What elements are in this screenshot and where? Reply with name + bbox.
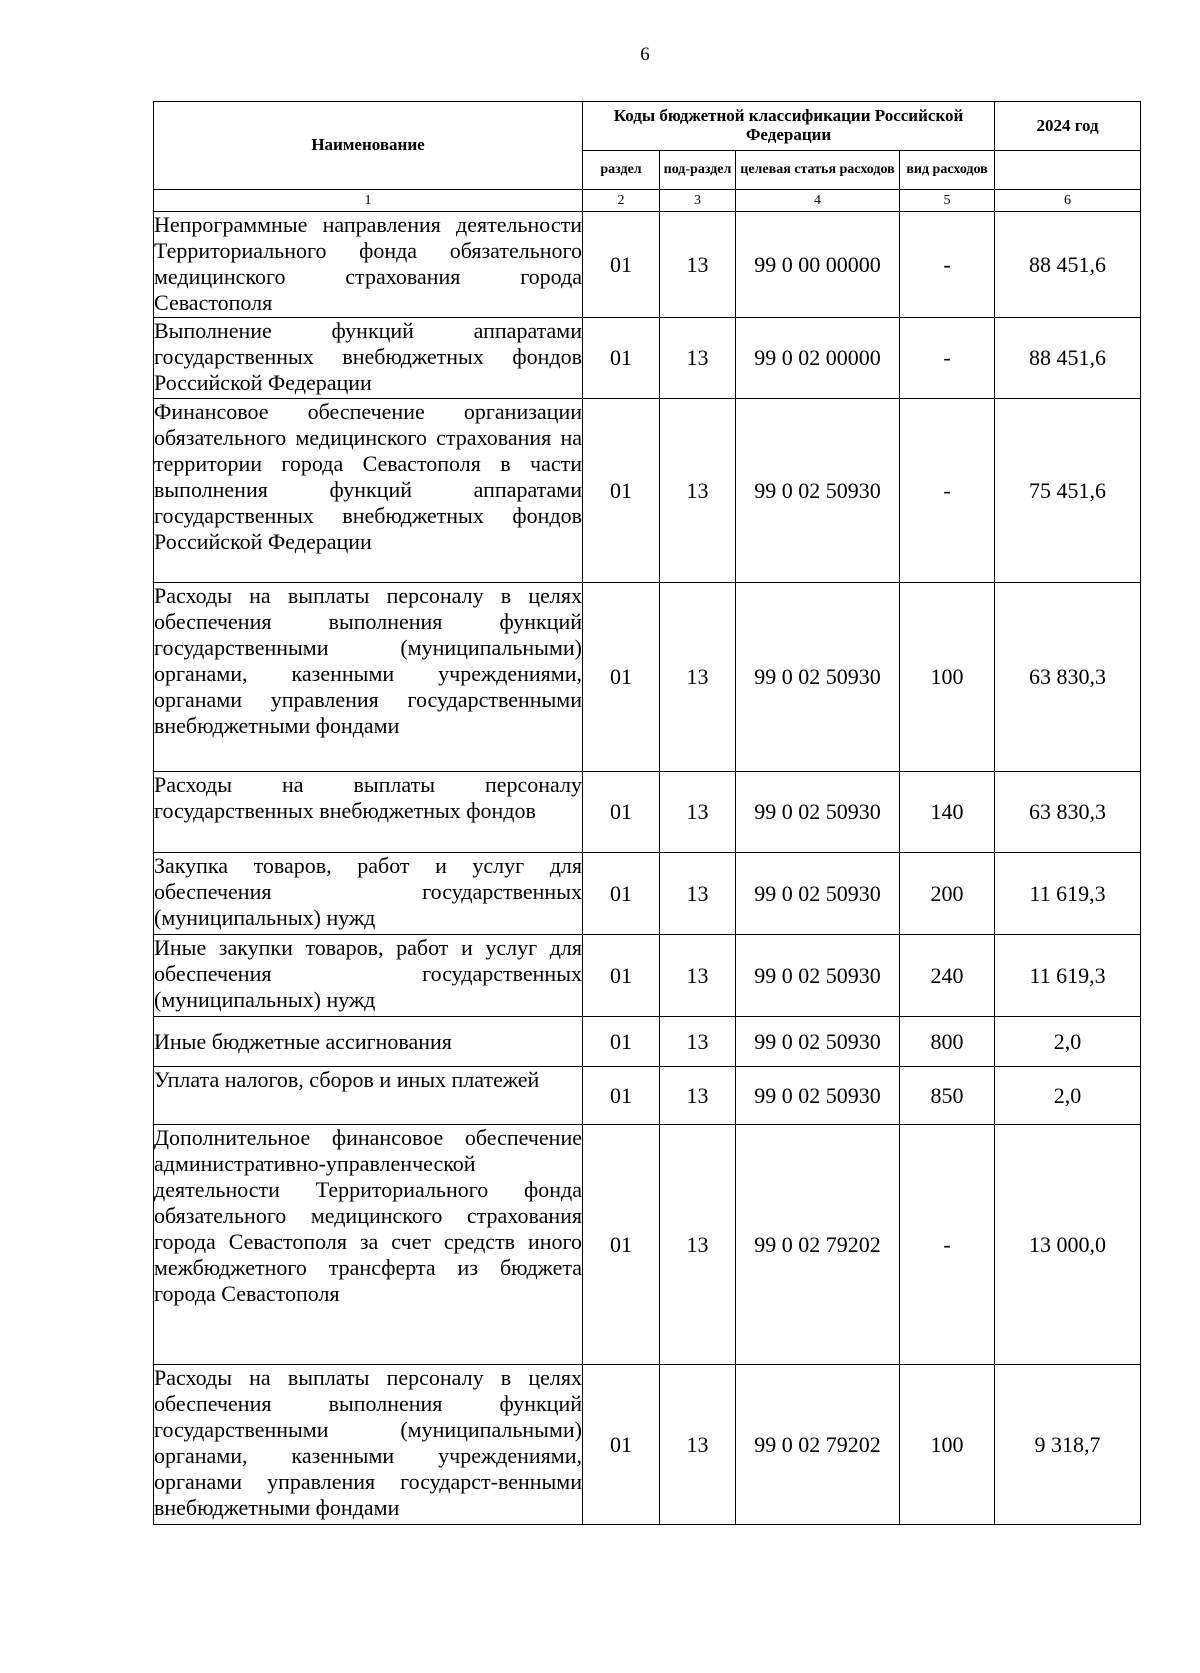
table-row	[154, 1125, 1141, 1365]
row-section: 01	[583, 318, 660, 399]
header-expense-type: вид расходов	[900, 151, 995, 190]
row-expense-type: 100	[900, 1365, 995, 1525]
row-amount: 9 318,7	[995, 1365, 1141, 1525]
header-section: раздел	[583, 151, 660, 190]
row-target-item: 99 0 02 00000	[736, 318, 900, 399]
row-target-item: 99 0 02 50930	[736, 853, 900, 935]
row-expense-type: 100	[900, 583, 995, 772]
header-target-item: целевая статья расходов	[736, 151, 900, 190]
row-section: 01	[583, 1365, 660, 1525]
row-name: Закупка товаров, работ и услуг для обеспечения государственных (муниципальных) нужд	[154, 853, 583, 935]
header-name: Наименование	[154, 102, 583, 190]
column-number: 5	[900, 190, 995, 212]
row-name: Финансовое обеспечение организации обязательного медицинского страхования на территории города Севастополя в части выполнения функций аппаратами государственных внебюджетных фондов Российской Федерации	[154, 399, 583, 583]
header-subsection: под-раздел	[660, 151, 736, 190]
row-expense-type: -	[900, 399, 995, 583]
row-amount: 63 830,3	[995, 772, 1141, 853]
row-amount: 63 830,3	[995, 583, 1141, 772]
row-target-item: 99 0 02 50930	[736, 399, 900, 583]
column-number: 2	[583, 190, 660, 212]
row-amount: 2,0	[995, 1067, 1141, 1125]
row-target-item: 99 0 02 79202	[736, 1125, 900, 1365]
row-amount: 88 451,6	[995, 318, 1141, 399]
row-subsection: 13	[660, 212, 736, 318]
row-subsection: 13	[660, 1067, 736, 1125]
row-expense-type: 850	[900, 1067, 995, 1125]
row-subsection: 13	[660, 399, 736, 583]
row-target-item: 99 0 02 50930	[736, 772, 900, 853]
column-number-row	[154, 190, 1141, 212]
row-name: Расходы на выплаты персоналу в целях обеспечения выполнения функций государственными (муниципальными) органами, казенными учреждениями, органами управления государст-венными внебюджетными фондами	[154, 1365, 583, 1525]
table-row	[154, 853, 1141, 935]
row-expense-type: -	[900, 212, 995, 318]
table-row	[154, 935, 1141, 1017]
row-amount: 13 000,0	[995, 1125, 1141, 1365]
table-row	[154, 772, 1141, 853]
table-row	[154, 1365, 1141, 1525]
row-name: Иные закупки товаров, работ и услуг для обеспечения государственных (муниципальных) нужд	[154, 935, 583, 1017]
column-number: 4	[736, 190, 900, 212]
page-number: 6	[640, 44, 650, 65]
row-subsection: 13	[660, 1017, 736, 1067]
row-name: Непрограммные направления деятельности Территориального фонда обязательного медицинского страхования города Севастополя	[154, 212, 583, 318]
row-expense-type: 240	[900, 935, 995, 1017]
row-name: Иные бюджетные ассигнования	[154, 1017, 583, 1067]
row-section: 01	[583, 1017, 660, 1067]
table-row	[154, 212, 1141, 318]
table-row	[154, 318, 1141, 399]
header-year-empty	[995, 151, 1141, 190]
row-section: 01	[583, 583, 660, 772]
row-expense-type: -	[900, 318, 995, 399]
row-name: Выполнение функций аппаратами государственных внебюджетных фондов Российской Федерации	[154, 318, 583, 399]
row-subsection: 13	[660, 1365, 736, 1525]
table-row	[154, 1017, 1141, 1067]
table-row	[154, 399, 1141, 583]
row-amount: 2,0	[995, 1017, 1141, 1067]
row-amount: 11 619,3	[995, 935, 1141, 1017]
row-expense-type: 200	[900, 853, 995, 935]
column-number: 6	[995, 190, 1141, 212]
row-section: 01	[583, 1125, 660, 1365]
row-section: 01	[583, 399, 660, 583]
row-name: Расходы на выплаты персоналу в целях обеспечения выполнения функций государственными (муниципальными) органами, казенными учреждениями, органами управления государственными внебюджетными фондами	[154, 583, 583, 772]
row-target-item: 99 0 02 79202	[736, 1365, 900, 1525]
row-expense-type: 800	[900, 1017, 995, 1067]
row-name: Дополнительное финансовое обеспечение административно-управленческой деятельности Территориального фонда обязательного медицинского страхования города Севастополя за счет средств иного межбюджетного трансферта из бюджета города Севастополя	[154, 1125, 583, 1365]
row-section: 01	[583, 212, 660, 318]
row-expense-type: -	[900, 1125, 995, 1365]
row-section: 01	[583, 772, 660, 853]
row-subsection: 13	[660, 853, 736, 935]
row-target-item: 99 0 02 50930	[736, 1067, 900, 1125]
row-amount: 88 451,6	[995, 212, 1141, 318]
row-subsection: 13	[660, 772, 736, 853]
budget-classification-table	[153, 101, 1141, 1525]
header-codes-group: Коды бюджетной классификации Российской Федерации	[583, 102, 995, 151]
header-year: 2024 год	[995, 102, 1141, 151]
row-target-item: 99 0 02 50930	[736, 1017, 900, 1067]
column-number: 3	[660, 190, 736, 212]
table-row	[154, 583, 1141, 772]
row-expense-type: 140	[900, 772, 995, 853]
row-amount: 11 619,3	[995, 853, 1141, 935]
row-target-item: 99 0 02 50930	[736, 935, 900, 1017]
row-subsection: 13	[660, 318, 736, 399]
row-section: 01	[583, 853, 660, 935]
row-target-item: 99 0 00 00000	[736, 212, 900, 318]
row-section: 01	[583, 935, 660, 1017]
row-subsection: 13	[660, 1125, 736, 1365]
table-row	[154, 1067, 1141, 1125]
row-subsection: 13	[660, 935, 736, 1017]
row-section: 01	[583, 1067, 660, 1125]
row-name: Уплата налогов, сборов и иных платежей	[154, 1067, 583, 1125]
column-number: 1	[154, 190, 583, 212]
row-name: Расходы на выплаты персоналу государственных внебюджетных фондов	[154, 772, 583, 853]
row-amount: 75 451,6	[995, 399, 1141, 583]
row-subsection: 13	[660, 583, 736, 772]
row-target-item: 99 0 02 50930	[736, 583, 900, 772]
